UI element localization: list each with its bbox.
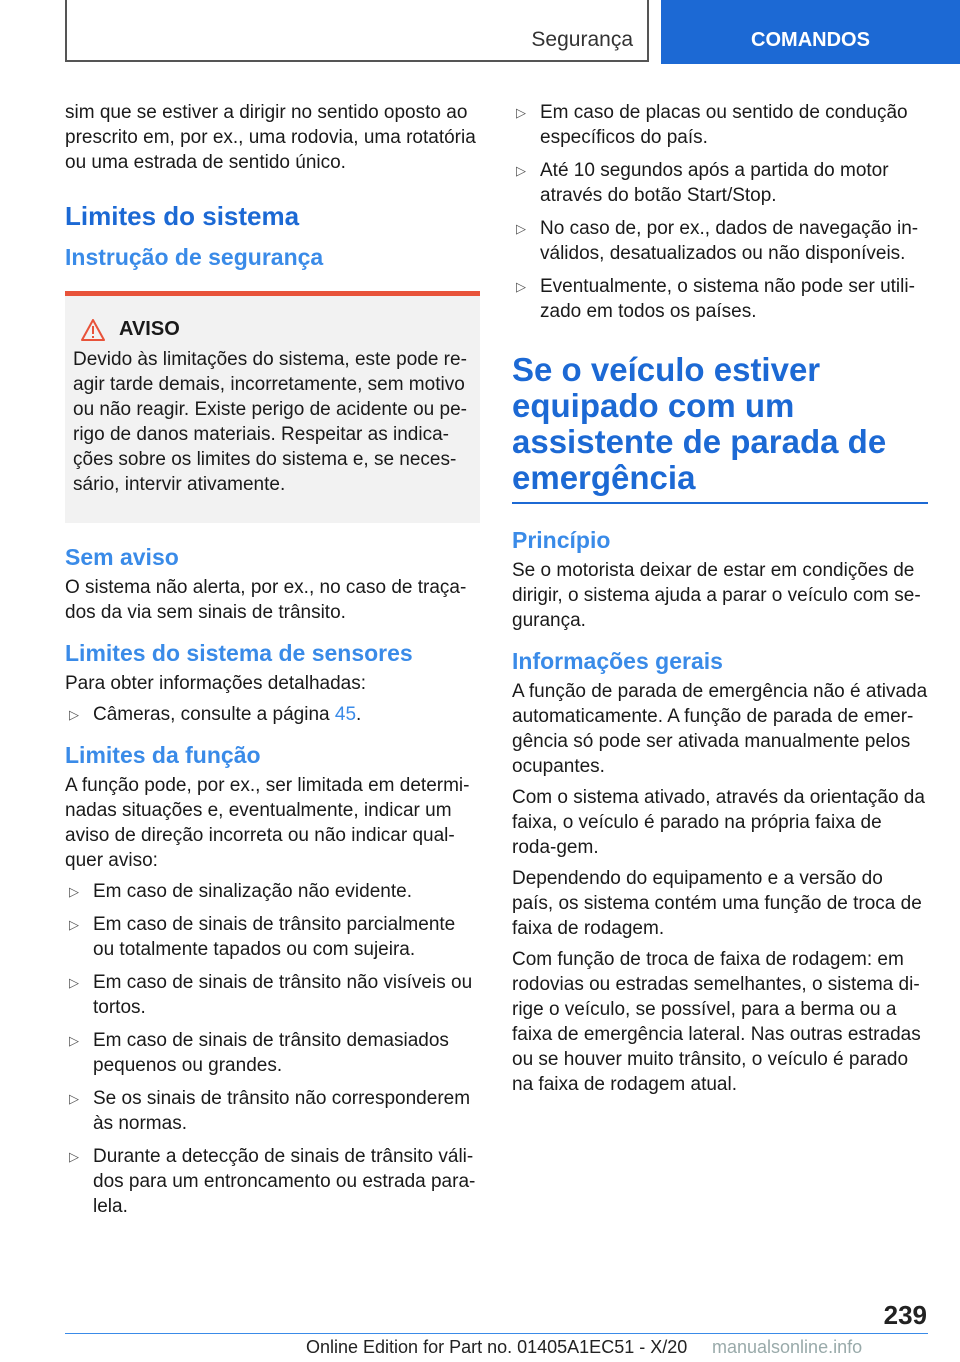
list-item: ▷ Em caso de sinais de trânsito não visíveis ou tortos.: [69, 972, 473, 1018]
heading-general-info: Informações gerais: [512, 648, 723, 674]
triangle-right-icon: ▷: [516, 163, 526, 178]
triangle-right-icon: ▷: [516, 105, 526, 120]
warning-title: AVISO: [119, 318, 180, 340]
left-column: [65, 100, 480, 1227]
triangle-right-icon: ▷: [69, 917, 79, 932]
general-paragraph: Com o sistema ativado, através da orientação da faixa, o veículo é parado na própria faixa de roda-gem.: [512, 787, 925, 858]
list-item: ▷ Até 10 segundos após a partida do motor através do botão Start/Stop.: [516, 160, 889, 206]
page-number: 239: [883, 1300, 927, 1330]
heading-principle: Princípio: [512, 527, 611, 553]
warning-triangle-icon: [81, 319, 105, 341]
triangle-right-icon: ▷: [516, 221, 526, 236]
principle-text: Se o motorista deixar de estar em condições de dirigir, o sistema ajuda a parar o veículo com se-gurança.: [512, 560, 921, 631]
heading-safety-instruction: Instrução de segurança: [65, 244, 324, 270]
general-paragraph: Dependendo do equipamento e a versão do país, os sistema contém uma função de troca de faixa de rodagem.: [512, 868, 922, 939]
page-header: [0, 0, 960, 66]
no-warning-text: O sistema não alerta, por ex., no caso de traça-dos da via sem sinais de trânsito.: [65, 577, 467, 623]
list-item: ▷ Em caso de sinais de trânsito parcialmente ou totalmente tapados ou com sujeira.: [69, 914, 456, 960]
list-item: ▷ Eventualmente, o sistema não pode ser utili-zado em todos os países.: [516, 276, 915, 322]
warning-text: Devido às limitações do sistema, este pode re-agir tarde demais, incorretamente, sem motivo ou não reagir. Existe perigo de acidente ou pe-rigo de danos materiais. Respeitar as indica-ções sobre os limites do sistema e, se neces-sário, intervir ativamente.: [73, 349, 467, 495]
heading-sensor-limits: Limites do sistema de sensores: [65, 640, 413, 666]
triangle-right-icon: ▷: [69, 1091, 79, 1106]
sensor-limits-text: Para obter informações detalhadas:: [65, 673, 367, 694]
heading-no-warning: Sem aviso: [65, 544, 179, 570]
triangle-right-icon: ▷: [69, 884, 79, 899]
section-tab: [65, 0, 649, 62]
right-column: [512, 100, 928, 1103]
triangle-right-icon: ▷: [516, 279, 526, 294]
heading-system-limits: Limites do sistema: [65, 201, 300, 231]
list-item: ▷ Em caso de sinalização não evidente.: [69, 881, 412, 902]
chapter-tab: COMANDOS: [661, 0, 960, 64]
list-item: ▷ Câmeras, consulte a página 45.: [69, 704, 362, 725]
triangle-right-icon: ▷: [69, 975, 79, 990]
function-limits-list: [65, 879, 480, 1219]
list-item: ▷ Em caso de sinais de trânsito demasiados pequenos ou grandes.: [69, 1030, 449, 1076]
footer-watermark: manualsonline.info: [712, 1337, 863, 1357]
triangle-right-icon: ▷: [69, 707, 79, 722]
triangle-right-icon: ▷: [69, 1149, 79, 1164]
heading-function-limits: Limites da função: [65, 742, 261, 768]
general-paragraph: Com função de troca de faixa de rodagem: em rodovias ou estradas semelhantes, o sistema di-rige o veículo, se possível, para a berma ou a faixa de emergência lateral. Nas outras estradas ou se houver muito trânsito, o veículo é parado na faixa de rodagem atual.: [512, 949, 921, 1095]
triangle-right-icon: ▷: [69, 1033, 79, 1048]
conditions-list: [512, 100, 928, 324]
list-item: ▷ Se os sinais de trânsito não corresponderem às normas.: [69, 1088, 471, 1134]
sensor-list: [65, 702, 480, 727]
page-link[interactable]: 45: [334, 704, 357, 725]
footer-edition: Online Edition for Part no. 01405A1EC51 - X/20: [306, 1337, 688, 1357]
intro-paragraph: sim que se estiver a dirigir no sentido oposto ao prescrito em, por ex., uma rodovia, uma rotatória ou uma estrada de sentido único.: [65, 102, 476, 173]
function-limits-text: A função pode, por ex., ser limitada em determi-nadas situações e, eventualmente, indicar um aviso de direção incorreta ou não indicar qual-quer aviso:: [65, 775, 470, 871]
list-item: ▷ No caso de, por ex., dados de navegação in-válidos, desatualizados ou não disponíveis.: [516, 218, 919, 264]
section-title: Segurança: [531, 28, 633, 51]
general-paragraph: A função de parada de emergência não é ativada automaticamente. A função de parada de emer-gência só pode ser ativada manualmente pelos ocupantes.: [512, 681, 928, 777]
footer-divider: [65, 1333, 928, 1334]
section-title-emergency-stop: Se o veículo estiver equipado com um assistente de parada de emergência: [512, 352, 928, 504]
list-item: ▷ Em caso de placas ou sentido de condução específicos do país.: [516, 102, 908, 148]
list-item: ▷ Durante a detecção de sinais de trânsito váli-dos para um entroncamento ou estrada para-lela.: [69, 1146, 476, 1217]
warning-box: [65, 291, 480, 523]
